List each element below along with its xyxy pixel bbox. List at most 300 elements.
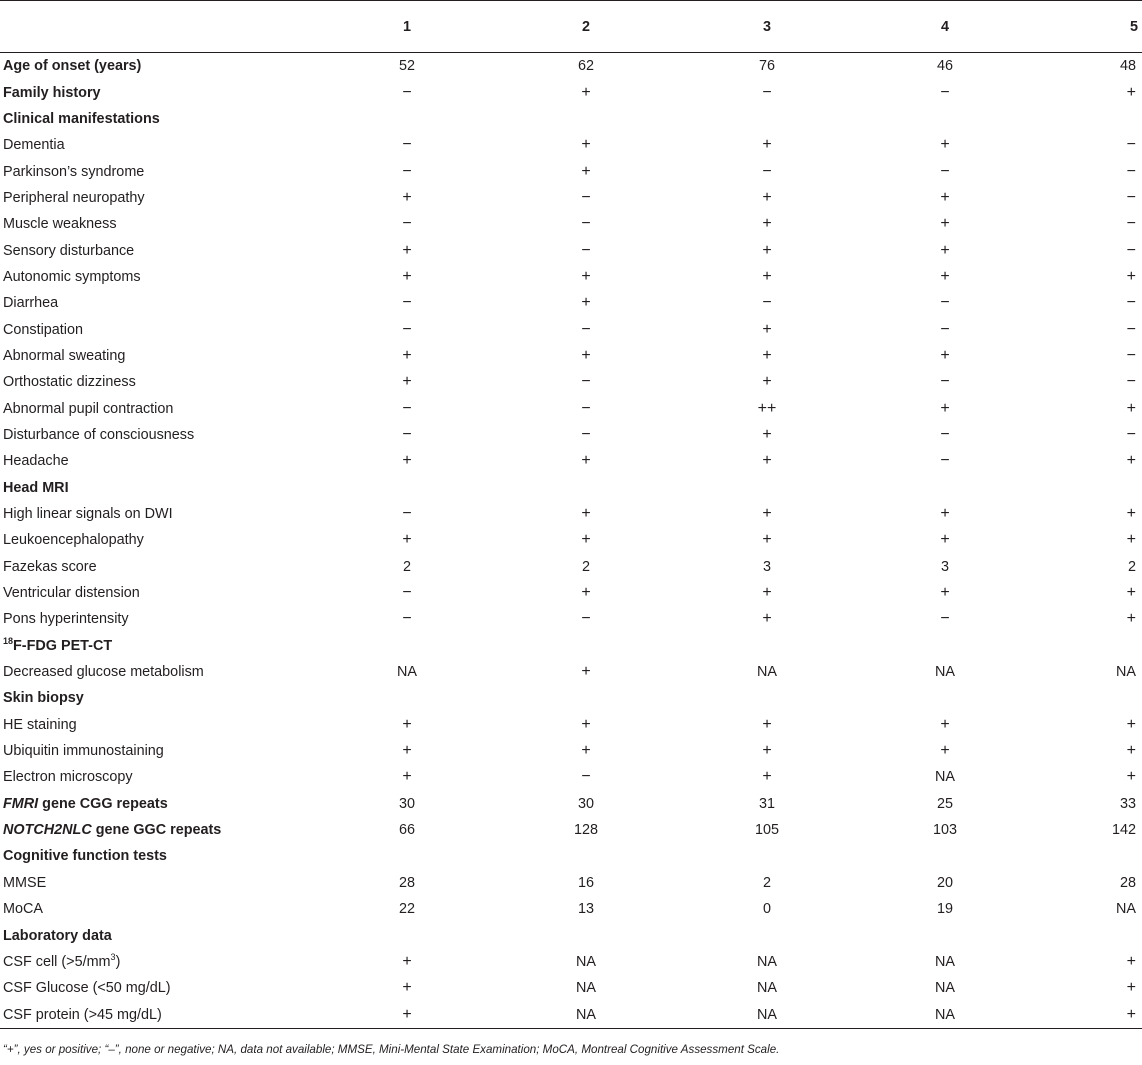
cell-patient-3: ++	[757, 399, 777, 417]
row-label-text: gene GGC repeats	[95, 822, 222, 839]
cell-patient-4: −	[940, 373, 950, 391]
cell-patient-2: +	[581, 584, 591, 602]
cell-patient-5: 28	[1119, 874, 1136, 891]
cell-patient-5: NA	[1116, 901, 1136, 918]
row-label	[0, 738, 323, 764]
row-label-text: Orthostatic dizziness	[3, 374, 136, 391]
cell-patient-2: −	[581, 399, 591, 417]
table-row	[0, 290, 1142, 316]
cell-patient-4: +	[940, 715, 950, 733]
cell-patient-2: +	[581, 294, 591, 312]
cell-patient-4: NA	[935, 953, 955, 970]
cell-patient-3: +	[762, 320, 772, 338]
cell-patient-2: 128	[573, 822, 598, 839]
row-label-text: CSF Glucose (<50 mg/dL)	[3, 980, 171, 997]
cell-patient-5	[1037, 685, 1142, 711]
row-label-superscript: 18	[3, 635, 14, 646]
header-cell-patient-2: 2	[491, 1, 681, 53]
cell-patient-4: +	[940, 584, 950, 602]
row-label	[0, 633, 323, 659]
cell-patient-4: +	[940, 136, 950, 154]
row-label-text: Autonomic symptoms	[3, 268, 141, 285]
cell-patient-4: 20	[936, 874, 953, 891]
cell-patient-3: +	[762, 136, 772, 154]
cell-patient-4: +	[940, 399, 950, 417]
cell-patient-1: 52	[398, 58, 415, 75]
table-row	[0, 158, 1142, 184]
cell-patient-3: +	[762, 768, 772, 786]
cell-patient-3: +	[762, 241, 772, 259]
row-label	[0, 843, 323, 869]
table-row	[0, 791, 1142, 817]
cell-patient-5	[1037, 922, 1142, 948]
table-footnote: “+”, yes or positive; “–”, none or negative; NA, data not available; MMSE, Mini-Mental State Examination; MoCA, Montreal Cognitive Assessment Scale.	[3, 1043, 780, 1056]
row-label-text: HE staining	[3, 716, 77, 733]
table-row	[0, 712, 1142, 738]
table-row	[0, 185, 1142, 211]
cell-patient-1: +	[402, 188, 412, 206]
row-label-text: Constipation	[3, 321, 83, 338]
cell-patient-5: +	[1126, 768, 1136, 786]
cell-patient-3	[681, 685, 853, 711]
row-label-text: Clinical manifestations	[3, 110, 160, 127]
cell-patient-5: −	[1126, 320, 1136, 338]
cell-patient-5: +	[1126, 452, 1136, 470]
cell-patient-2	[491, 633, 681, 659]
cell-patient-1: +	[402, 768, 412, 786]
cell-patient-5: 2	[1127, 558, 1136, 575]
row-label-text: High linear signals on DWI	[3, 506, 173, 523]
cell-patient-3	[681, 475, 853, 501]
table-row	[0, 211, 1142, 237]
cell-patient-1: +	[402, 979, 412, 997]
row-label-text: Abnormal pupil contraction	[3, 400, 174, 417]
cell-patient-2	[491, 106, 681, 132]
row-label-text: Ventricular distension	[3, 585, 140, 602]
row-label-text: Head MRI	[3, 479, 69, 496]
row-label	[0, 343, 323, 369]
row-label-text: Leukoencephalopathy	[3, 532, 144, 549]
cell-patient-5	[1037, 106, 1142, 132]
cell-patient-1	[323, 922, 491, 948]
cell-patient-3: +	[762, 715, 772, 733]
cell-patient-2: −	[581, 768, 591, 786]
cell-patient-4: −	[940, 320, 950, 338]
cell-patient-1: −	[402, 584, 412, 602]
section-header-row	[0, 843, 1142, 869]
table-row	[0, 580, 1142, 606]
row-label-text: Skin biopsy	[3, 690, 84, 707]
cell-patient-3: −	[762, 83, 772, 101]
row-label-text: Cognitive function tests	[3, 848, 167, 865]
cell-patient-1: +	[402, 715, 412, 733]
cell-patient-4: −	[940, 162, 950, 180]
cell-patient-2: −	[581, 373, 591, 391]
row-label	[0, 922, 323, 948]
cell-patient-3: +	[762, 610, 772, 628]
table-row	[0, 554, 1142, 580]
row-label-gene-name: NOTCH2NLC	[3, 822, 92, 839]
cell-patient-5: −	[1126, 346, 1136, 364]
cell-patient-3: +	[762, 742, 772, 760]
header-cell-patient-5: 5	[1037, 1, 1142, 53]
table-row	[0, 738, 1142, 764]
row-label-text: Fazekas score	[3, 558, 97, 575]
cell-patient-2: +	[581, 83, 591, 101]
cell-patient-1: −	[402, 136, 412, 154]
row-label	[0, 369, 323, 395]
row-label	[0, 791, 323, 817]
row-label	[0, 106, 323, 132]
cell-patient-5: +	[1126, 610, 1136, 628]
cell-patient-5: −	[1126, 294, 1136, 312]
table-row	[0, 79, 1142, 105]
table-row	[0, 237, 1142, 263]
cell-patient-4: 3	[940, 558, 949, 575]
cell-patient-5: +	[1126, 952, 1136, 970]
table-row	[0, 870, 1142, 896]
cell-patient-4	[853, 922, 1037, 948]
row-label-text: Parkinson’s syndrome	[3, 163, 145, 180]
cell-patient-5: +	[1126, 584, 1136, 602]
header-cell-patient-3: 3	[681, 1, 853, 53]
cell-patient-5	[1037, 475, 1142, 501]
cell-patient-3	[681, 633, 853, 659]
cell-patient-3	[681, 106, 853, 132]
cell-patient-1: 22	[398, 901, 415, 918]
cell-patient-5: −	[1126, 425, 1136, 443]
row-label	[0, 237, 323, 263]
row-label-superscript: 3	[110, 952, 116, 963]
cell-patient-5: 48	[1119, 58, 1136, 75]
cell-patient-3: NA	[757, 953, 777, 970]
table-row	[0, 764, 1142, 790]
cell-patient-1	[323, 475, 491, 501]
cell-patient-2: +	[581, 452, 591, 470]
cell-patient-5: −	[1126, 215, 1136, 233]
cell-patient-5: +	[1126, 505, 1136, 523]
cell-patient-4: +	[940, 267, 950, 285]
row-label	[0, 132, 323, 158]
row-label	[0, 158, 323, 184]
cell-patient-2: +	[581, 346, 591, 364]
cell-patient-3: NA	[757, 664, 777, 681]
table-row	[0, 343, 1142, 369]
cell-patient-1: −	[402, 83, 412, 101]
cell-patient-3: +	[762, 188, 772, 206]
row-label	[0, 527, 323, 553]
header-cell-feature	[0, 1, 323, 53]
cell-patient-2: −	[581, 188, 591, 206]
section-header-row	[0, 685, 1142, 711]
cell-patient-5: −	[1126, 241, 1136, 259]
cell-patient-2: −	[581, 610, 591, 628]
header-cell-patient-4: 4	[853, 1, 1037, 53]
cell-patient-3: +	[762, 584, 772, 602]
cell-patient-1: +	[402, 742, 412, 760]
cell-patient-4: −	[940, 425, 950, 443]
table-row	[0, 448, 1142, 474]
cell-patient-3: 76	[758, 58, 775, 75]
cell-patient-4: +	[940, 215, 950, 233]
cell-patient-2: 62	[577, 58, 594, 75]
table-row	[0, 527, 1142, 553]
table-row	[0, 1001, 1142, 1028]
cell-patient-5: +	[1126, 531, 1136, 549]
cell-patient-5: +	[1126, 715, 1136, 733]
row-label	[0, 764, 323, 790]
cell-patient-5: 33	[1119, 795, 1136, 812]
row-label	[0, 316, 323, 342]
row-label	[0, 290, 323, 316]
table-row	[0, 132, 1142, 158]
cell-patient-5	[1037, 633, 1142, 659]
cell-patient-1: 2	[402, 558, 411, 575]
cell-patient-4: 19	[936, 901, 953, 918]
row-label	[0, 685, 323, 711]
cell-patient-5: +	[1126, 979, 1136, 997]
cell-patient-4	[853, 843, 1037, 869]
cell-patient-2: +	[581, 267, 591, 285]
row-label	[0, 264, 323, 290]
cell-patient-1: −	[402, 399, 412, 417]
cell-patient-5: 142	[1111, 822, 1136, 839]
cell-patient-3	[681, 922, 853, 948]
row-label-text: MoCA	[3, 901, 43, 918]
table-row	[0, 659, 1142, 685]
cell-patient-3: +	[762, 505, 772, 523]
row-label-gene-name: FMRI	[3, 795, 39, 812]
cell-patient-1: +	[402, 452, 412, 470]
cell-patient-1: +	[402, 267, 412, 285]
cell-patient-1: +	[402, 531, 412, 549]
cell-patient-2: 2	[581, 558, 590, 575]
cell-patient-1: −	[402, 425, 412, 443]
cell-patient-5: −	[1126, 136, 1136, 154]
table-row	[0, 316, 1142, 342]
cell-patient-3: 31	[758, 795, 775, 812]
cell-patient-5: NA	[1116, 664, 1136, 681]
row-label-text: Ubiquitin immunostaining	[3, 743, 164, 760]
row-label-text: MMSE	[3, 874, 47, 891]
row-label-text: Pons hyperintensity	[3, 611, 129, 628]
cell-patient-4: −	[940, 83, 950, 101]
section-header-row	[0, 633, 1142, 659]
row-label	[0, 395, 323, 421]
table-row	[0, 501, 1142, 527]
row-label-text: Muscle weakness	[3, 216, 117, 233]
cell-patient-4: −	[940, 294, 950, 312]
cell-patient-3: 3	[762, 558, 771, 575]
cell-patient-3: 0	[762, 901, 771, 918]
cell-patient-3: +	[762, 452, 772, 470]
table-row	[0, 53, 1142, 80]
row-label	[0, 975, 323, 1001]
table-row	[0, 975, 1142, 1001]
row-label	[0, 817, 323, 843]
cell-patient-2: −	[581, 241, 591, 259]
table-row	[0, 369, 1142, 395]
table-row	[0, 949, 1142, 975]
row-label	[0, 422, 323, 448]
cell-patient-1: −	[402, 162, 412, 180]
table-row	[0, 264, 1142, 290]
cell-patient-3: NA	[681, 1001, 853, 1028]
row-label-text: Family history	[3, 84, 101, 101]
cell-patient-4: +	[940, 241, 950, 259]
cell-patient-2: +	[581, 715, 591, 733]
cell-patient-1: +	[323, 1001, 491, 1028]
row-label	[0, 448, 323, 474]
row-label-text: Diarrhea	[3, 295, 59, 312]
row-label	[0, 896, 323, 922]
cell-patient-2: 13	[577, 901, 594, 918]
cell-patient-2: NA	[576, 953, 596, 970]
cell-patient-3: +	[762, 346, 772, 364]
cell-patient-3: NA	[757, 980, 777, 997]
cell-patient-4: NA	[853, 1001, 1037, 1028]
row-label	[0, 1001, 323, 1028]
row-label	[0, 475, 323, 501]
cell-patient-1: NA	[397, 664, 417, 681]
cell-patient-3: 2	[762, 874, 771, 891]
row-label-text: Abnormal sweating	[3, 347, 126, 364]
cell-patient-5: −	[1126, 373, 1136, 391]
row-label-text: gene CGG repeats	[42, 795, 168, 812]
cell-patient-3: 105	[754, 822, 779, 839]
cell-patient-4	[853, 685, 1037, 711]
cell-patient-2: +	[581, 531, 591, 549]
cell-patient-2: NA	[491, 1001, 681, 1028]
row-label-text: Disturbance of consciousness	[3, 426, 195, 443]
row-label-text: Age of onset (years)	[3, 58, 142, 75]
cell-patient-2: −	[581, 320, 591, 338]
cell-patient-3	[681, 843, 853, 869]
cell-patient-1: 30	[398, 795, 415, 812]
row-label-suffix: )	[115, 953, 121, 970]
cell-patient-4: +	[940, 505, 950, 523]
row-label	[0, 659, 323, 685]
table-row	[0, 422, 1142, 448]
table-row	[0, 817, 1142, 843]
table-row	[0, 395, 1142, 421]
row-label-text: Electron microscopy	[3, 769, 133, 786]
cell-patient-4: +	[940, 188, 950, 206]
cell-patient-3: +	[762, 373, 772, 391]
row-label-text: Headache	[3, 453, 69, 470]
cell-patient-1: −	[402, 294, 412, 312]
cell-patient-2: +	[581, 742, 591, 760]
cell-patient-2: NA	[576, 980, 596, 997]
header-cell-patient-1: 1	[323, 1, 491, 53]
cell-patient-2: +	[581, 162, 591, 180]
cell-patient-1	[323, 685, 491, 711]
cell-patient-4	[853, 475, 1037, 501]
cell-patient-3: +	[762, 531, 772, 549]
cell-patient-3: +	[762, 425, 772, 443]
table-header	[0, 1, 1142, 53]
cell-patient-4	[853, 633, 1037, 659]
cell-patient-1: 66	[398, 822, 415, 839]
cell-patient-1	[323, 633, 491, 659]
row-label	[0, 712, 323, 738]
cell-patient-1: +	[402, 241, 412, 259]
cell-patient-2	[491, 922, 681, 948]
cell-patient-2	[491, 475, 681, 501]
cell-patient-3: −	[762, 162, 772, 180]
row-label	[0, 501, 323, 527]
cell-patient-1	[323, 843, 491, 869]
table-body	[0, 53, 1142, 1029]
cell-patient-4: NA	[935, 769, 955, 786]
cell-patient-1: −	[402, 610, 412, 628]
row-label	[0, 211, 323, 237]
cell-patient-4: −	[940, 452, 950, 470]
cell-patient-5: +	[1126, 267, 1136, 285]
row-label	[0, 606, 323, 632]
row-label	[0, 53, 323, 80]
cell-patient-3: −	[762, 294, 772, 312]
cell-patient-2: 16	[577, 874, 594, 891]
row-label	[0, 580, 323, 606]
cell-patient-2: +	[581, 663, 591, 681]
cell-patient-5: +	[1126, 399, 1136, 417]
cell-patient-2	[491, 685, 681, 711]
row-label	[0, 79, 323, 105]
cell-patient-5	[1037, 843, 1142, 869]
header-row	[0, 1, 1142, 53]
cell-patient-4: NA	[935, 980, 955, 997]
row-label-text: Dementia	[3, 137, 65, 154]
cell-patient-2	[491, 843, 681, 869]
row-label	[0, 949, 323, 975]
cell-patient-4: −	[940, 610, 950, 628]
cell-patient-3: +	[762, 267, 772, 285]
row-label-text: F-FDG PET-CT	[13, 637, 113, 654]
table-row	[0, 896, 1142, 922]
cell-patient-1: +	[402, 346, 412, 364]
cell-patient-4: 25	[936, 795, 953, 812]
row-label-text: CSF cell (>5/mm	[3, 953, 111, 970]
section-header-row	[0, 106, 1142, 132]
table-row	[0, 606, 1142, 632]
row-label	[0, 554, 323, 580]
cell-patient-2: 30	[577, 795, 594, 812]
row-label-text: Laboratory data	[3, 927, 112, 944]
cell-patient-5: −	[1126, 162, 1136, 180]
cell-patient-4: +	[940, 531, 950, 549]
section-header-row	[0, 475, 1142, 501]
row-label-text: Decreased glucose metabolism	[3, 664, 204, 681]
row-label-text: Peripheral neuropathy	[3, 189, 145, 206]
cell-patient-4: 103	[932, 822, 957, 839]
cell-patient-2: +	[581, 136, 591, 154]
row-label-text: Sensory disturbance	[3, 242, 135, 259]
cell-patient-5: +	[1126, 83, 1136, 101]
cell-patient-4: +	[940, 742, 950, 760]
cell-patient-1: 28	[398, 874, 415, 891]
cell-patient-3: +	[762, 215, 772, 233]
cell-patient-1	[323, 106, 491, 132]
cell-patient-1: −	[402, 215, 412, 233]
cell-patient-1: −	[402, 505, 412, 523]
cell-patient-4: NA	[935, 664, 955, 681]
cell-patient-1: +	[402, 952, 412, 970]
cell-patient-2: −	[581, 215, 591, 233]
cell-patient-4: 46	[936, 58, 953, 75]
cell-patient-5: +	[1037, 1001, 1142, 1028]
cell-patient-1: +	[402, 373, 412, 391]
